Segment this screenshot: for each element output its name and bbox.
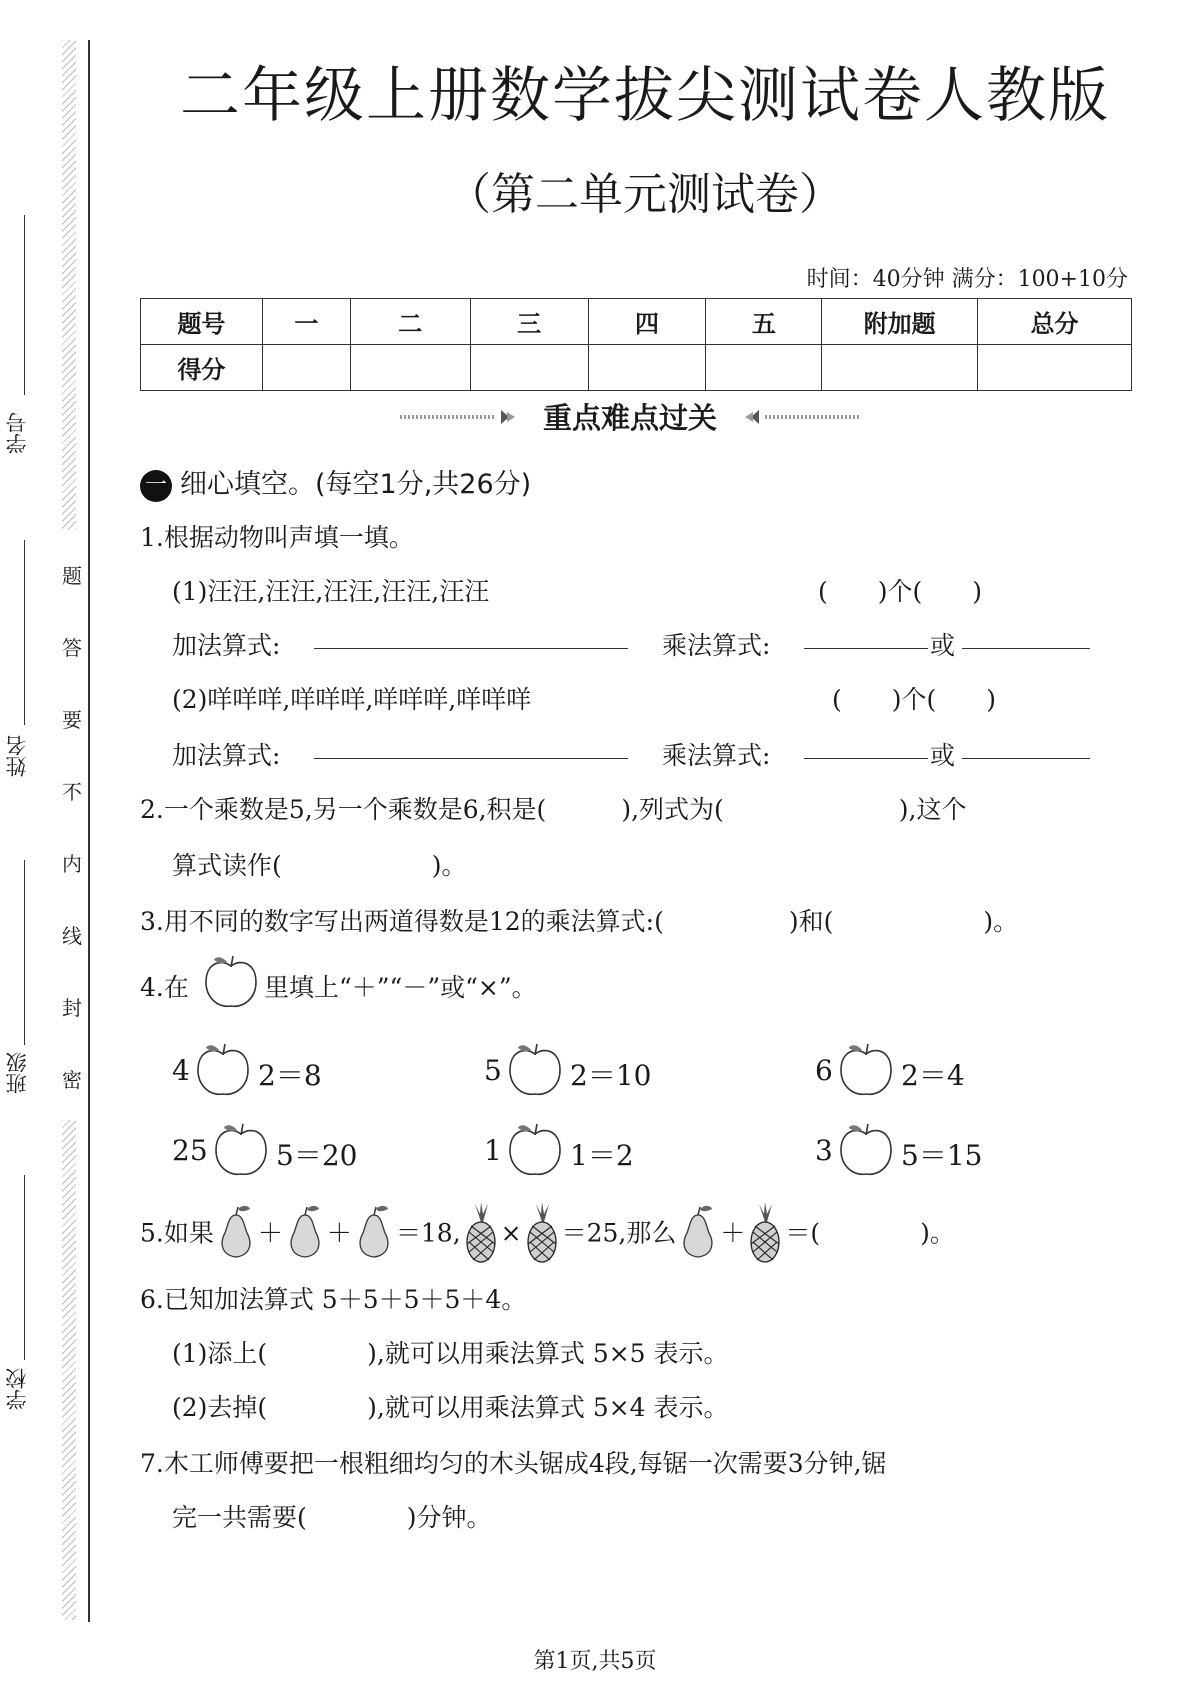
- header-cell: 一: [262, 299, 350, 345]
- addition-answer-line[interactable]: [314, 626, 628, 655]
- binding-margin: [0, 0, 100, 1682]
- equation-right-side: 2＝10: [570, 1059, 652, 1092]
- section-title: 细心填空。(每空1分,共26分): [180, 469, 532, 500]
- multiplication-label: 乘法算式:: [662, 631, 771, 660]
- banner-dash-left: [400, 415, 495, 419]
- binding-line: [88, 40, 90, 1622]
- class-label: 班级: [5, 1052, 29, 1094]
- pear-icon: [676, 1203, 720, 1267]
- banner-title: 重点难点过关: [542, 401, 717, 435]
- question-6-part-2: (2)去掉( ),就可以用乘法算式 5×4 表示。: [172, 1393, 729, 1422]
- question-7-line-1: 7.木工师傅要把一根粗细均匀的木头锯成4段,每锯一次需要3分钟,锯: [140, 1449, 887, 1478]
- equals-25: ＝25,那么: [561, 1218, 677, 1248]
- multiplication-answer-line[interactable]: [962, 626, 1090, 655]
- score-cell[interactable]: [470, 345, 588, 391]
- score-cell[interactable]: [588, 345, 706, 391]
- section-banner: [400, 396, 860, 436]
- question-2-line-1: 2.一个乘数是5,另一个乘数是6,积是( ),列式为( ),这个: [140, 795, 967, 824]
- question-6-part-1: (1)添上( ),就可以用乘法算式 5×5 表示。: [172, 1339, 729, 1368]
- answer-count-blank[interactable]: ( )个( ): [818, 577, 983, 606]
- apple-operator-blank[interactable]: [504, 1118, 566, 1184]
- header-cell: 总分: [978, 299, 1132, 345]
- seal-char: 密: [62, 1068, 82, 1092]
- section-heading: [140, 462, 531, 502]
- plus-sign: ＋: [720, 1218, 746, 1248]
- equation-left-operand: 6: [815, 1054, 833, 1087]
- apple-operator-blank[interactable]: [504, 1038, 566, 1104]
- equation-right-side: 2＝4: [901, 1059, 965, 1092]
- question-4-pre: 4.在: [140, 973, 189, 1002]
- multiplication-answer-line[interactable]: [962, 736, 1090, 765]
- pineapple-icon: [745, 1200, 785, 1270]
- answer-count-blank[interactable]: ( )个( ): [832, 685, 997, 714]
- question-1-stem: 1.根据动物叫声填一填。: [140, 523, 414, 552]
- page-subtitle: （第二单元测试卷）: [447, 169, 843, 220]
- equation-right-side: 2＝8: [258, 1059, 322, 1092]
- multiplication-label: 乘法算式:: [662, 741, 771, 770]
- multiplication-answer-line[interactable]: [804, 626, 928, 655]
- name-label: 姓名: [5, 735, 29, 777]
- equation-right-side: 5＝15: [901, 1139, 983, 1172]
- equation-left-operand: 4: [172, 1054, 190, 1087]
- header-cell: 附加题: [822, 299, 978, 345]
- header-cell: 三: [470, 299, 588, 345]
- addition-label: 加法算式:: [172, 631, 281, 660]
- question-1-part-1: (1)汪汪,汪汪,汪汪,汪汪,汪汪: [172, 577, 490, 606]
- equation-right-side: 5＝20: [276, 1139, 358, 1172]
- score-cell[interactable]: [262, 345, 350, 391]
- seal-char: 内: [62, 852, 82, 876]
- equation-left-operand: 1: [484, 1134, 502, 1167]
- plus-sign: ＋: [326, 1218, 352, 1248]
- apple-operator-blank[interactable]: [835, 1038, 897, 1104]
- header-cell: 题号: [141, 299, 263, 345]
- school-line: [24, 1175, 25, 1360]
- equation-left-operand: 25: [172, 1134, 208, 1167]
- question-3: 3.用不同的数字写出两道得数是12的乘法算式:( )和( )。: [140, 907, 1019, 936]
- question-5: [140, 1200, 955, 1270]
- score-table-score-row: [141, 345, 1132, 391]
- seal-char: 封: [62, 996, 82, 1020]
- score-cell[interactable]: [706, 345, 822, 391]
- score-table: [140, 298, 1132, 391]
- addition-label: 加法算式:: [172, 741, 281, 770]
- q5-prefix: 5.如果: [140, 1218, 214, 1248]
- answer-blank[interactable]: ＝( )。: [785, 1218, 955, 1248]
- name-line: [24, 540, 25, 725]
- pear-icon: [352, 1203, 396, 1267]
- times-sign: ×: [500, 1218, 522, 1248]
- score-cell[interactable]: [978, 345, 1132, 391]
- score-cell[interactable]: [822, 345, 978, 391]
- seal-char: 答: [62, 636, 82, 660]
- multiplication-answer-line[interactable]: [804, 736, 928, 765]
- apple-operator-blank[interactable]: [192, 1038, 254, 1104]
- seal-char: 线: [62, 924, 82, 948]
- hatch-strip-top: [62, 40, 76, 530]
- school-label: 学校: [5, 1368, 29, 1410]
- student-id-line: [24, 215, 25, 395]
- pineapple-icon: [522, 1200, 562, 1270]
- apple-operator-blank[interactable]: [835, 1118, 897, 1184]
- pineapple-icon: [461, 1200, 501, 1270]
- score-cell[interactable]: [350, 345, 470, 391]
- question-1-part-2: (2)咩咩咩,咩咩咩,咩咩咩,咩咩咩: [172, 685, 532, 714]
- score-row-label: 得分: [141, 345, 263, 391]
- time-and-score-info: 时间：40分钟 满分：100+10分: [806, 267, 1128, 292]
- equation-left-operand: 3: [815, 1134, 833, 1167]
- page-title: 二年级上册数学拔尖测试卷人教版: [180, 61, 1110, 131]
- equation-left-operand: 5: [484, 1054, 502, 1087]
- hatch-strip-bottom: [62, 1120, 76, 1620]
- score-table-header-row: [141, 299, 1132, 345]
- banner-diamond-icon: [498, 406, 518, 428]
- banner-dash-right: [765, 415, 860, 419]
- question-4-post: 里填上“＋”“－”或“×”。: [264, 973, 537, 1002]
- equals-18: ＝18,: [395, 1218, 461, 1248]
- or-text: 或: [930, 631, 956, 660]
- seal-char: 不: [62, 780, 82, 804]
- or-text: 或: [930, 741, 956, 770]
- header-cell: 四: [588, 299, 706, 345]
- apple-icon: [200, 950, 262, 1012]
- class-line: [24, 860, 25, 1045]
- question-6-stem: 6.已知加法算式 5＋5＋5＋5＋4。: [140, 1285, 527, 1314]
- header-cell: 五: [706, 299, 822, 345]
- addition-answer-line[interactable]: [314, 736, 628, 765]
- seal-char: 题: [62, 564, 82, 588]
- header-cell: 二: [350, 299, 470, 345]
- apple-operator-blank[interactable]: [210, 1118, 272, 1184]
- pear-icon: [214, 1203, 258, 1267]
- section-number-badge: 一: [140, 470, 172, 502]
- page-footer: 第1页,共5页: [533, 1649, 657, 1674]
- question-7-line-2: 完一共需要( )分钟。: [172, 1503, 492, 1532]
- equation-right-side: 1＝2: [570, 1139, 634, 1172]
- seal-char: 要: [62, 708, 82, 732]
- banner-diamond-icon: [742, 406, 762, 428]
- pear-icon: [283, 1203, 327, 1267]
- plus-sign: ＋: [257, 1218, 283, 1248]
- student-id-label: 学号: [5, 412, 29, 454]
- question-2-line-2: 算式读作( )。: [172, 851, 467, 880]
